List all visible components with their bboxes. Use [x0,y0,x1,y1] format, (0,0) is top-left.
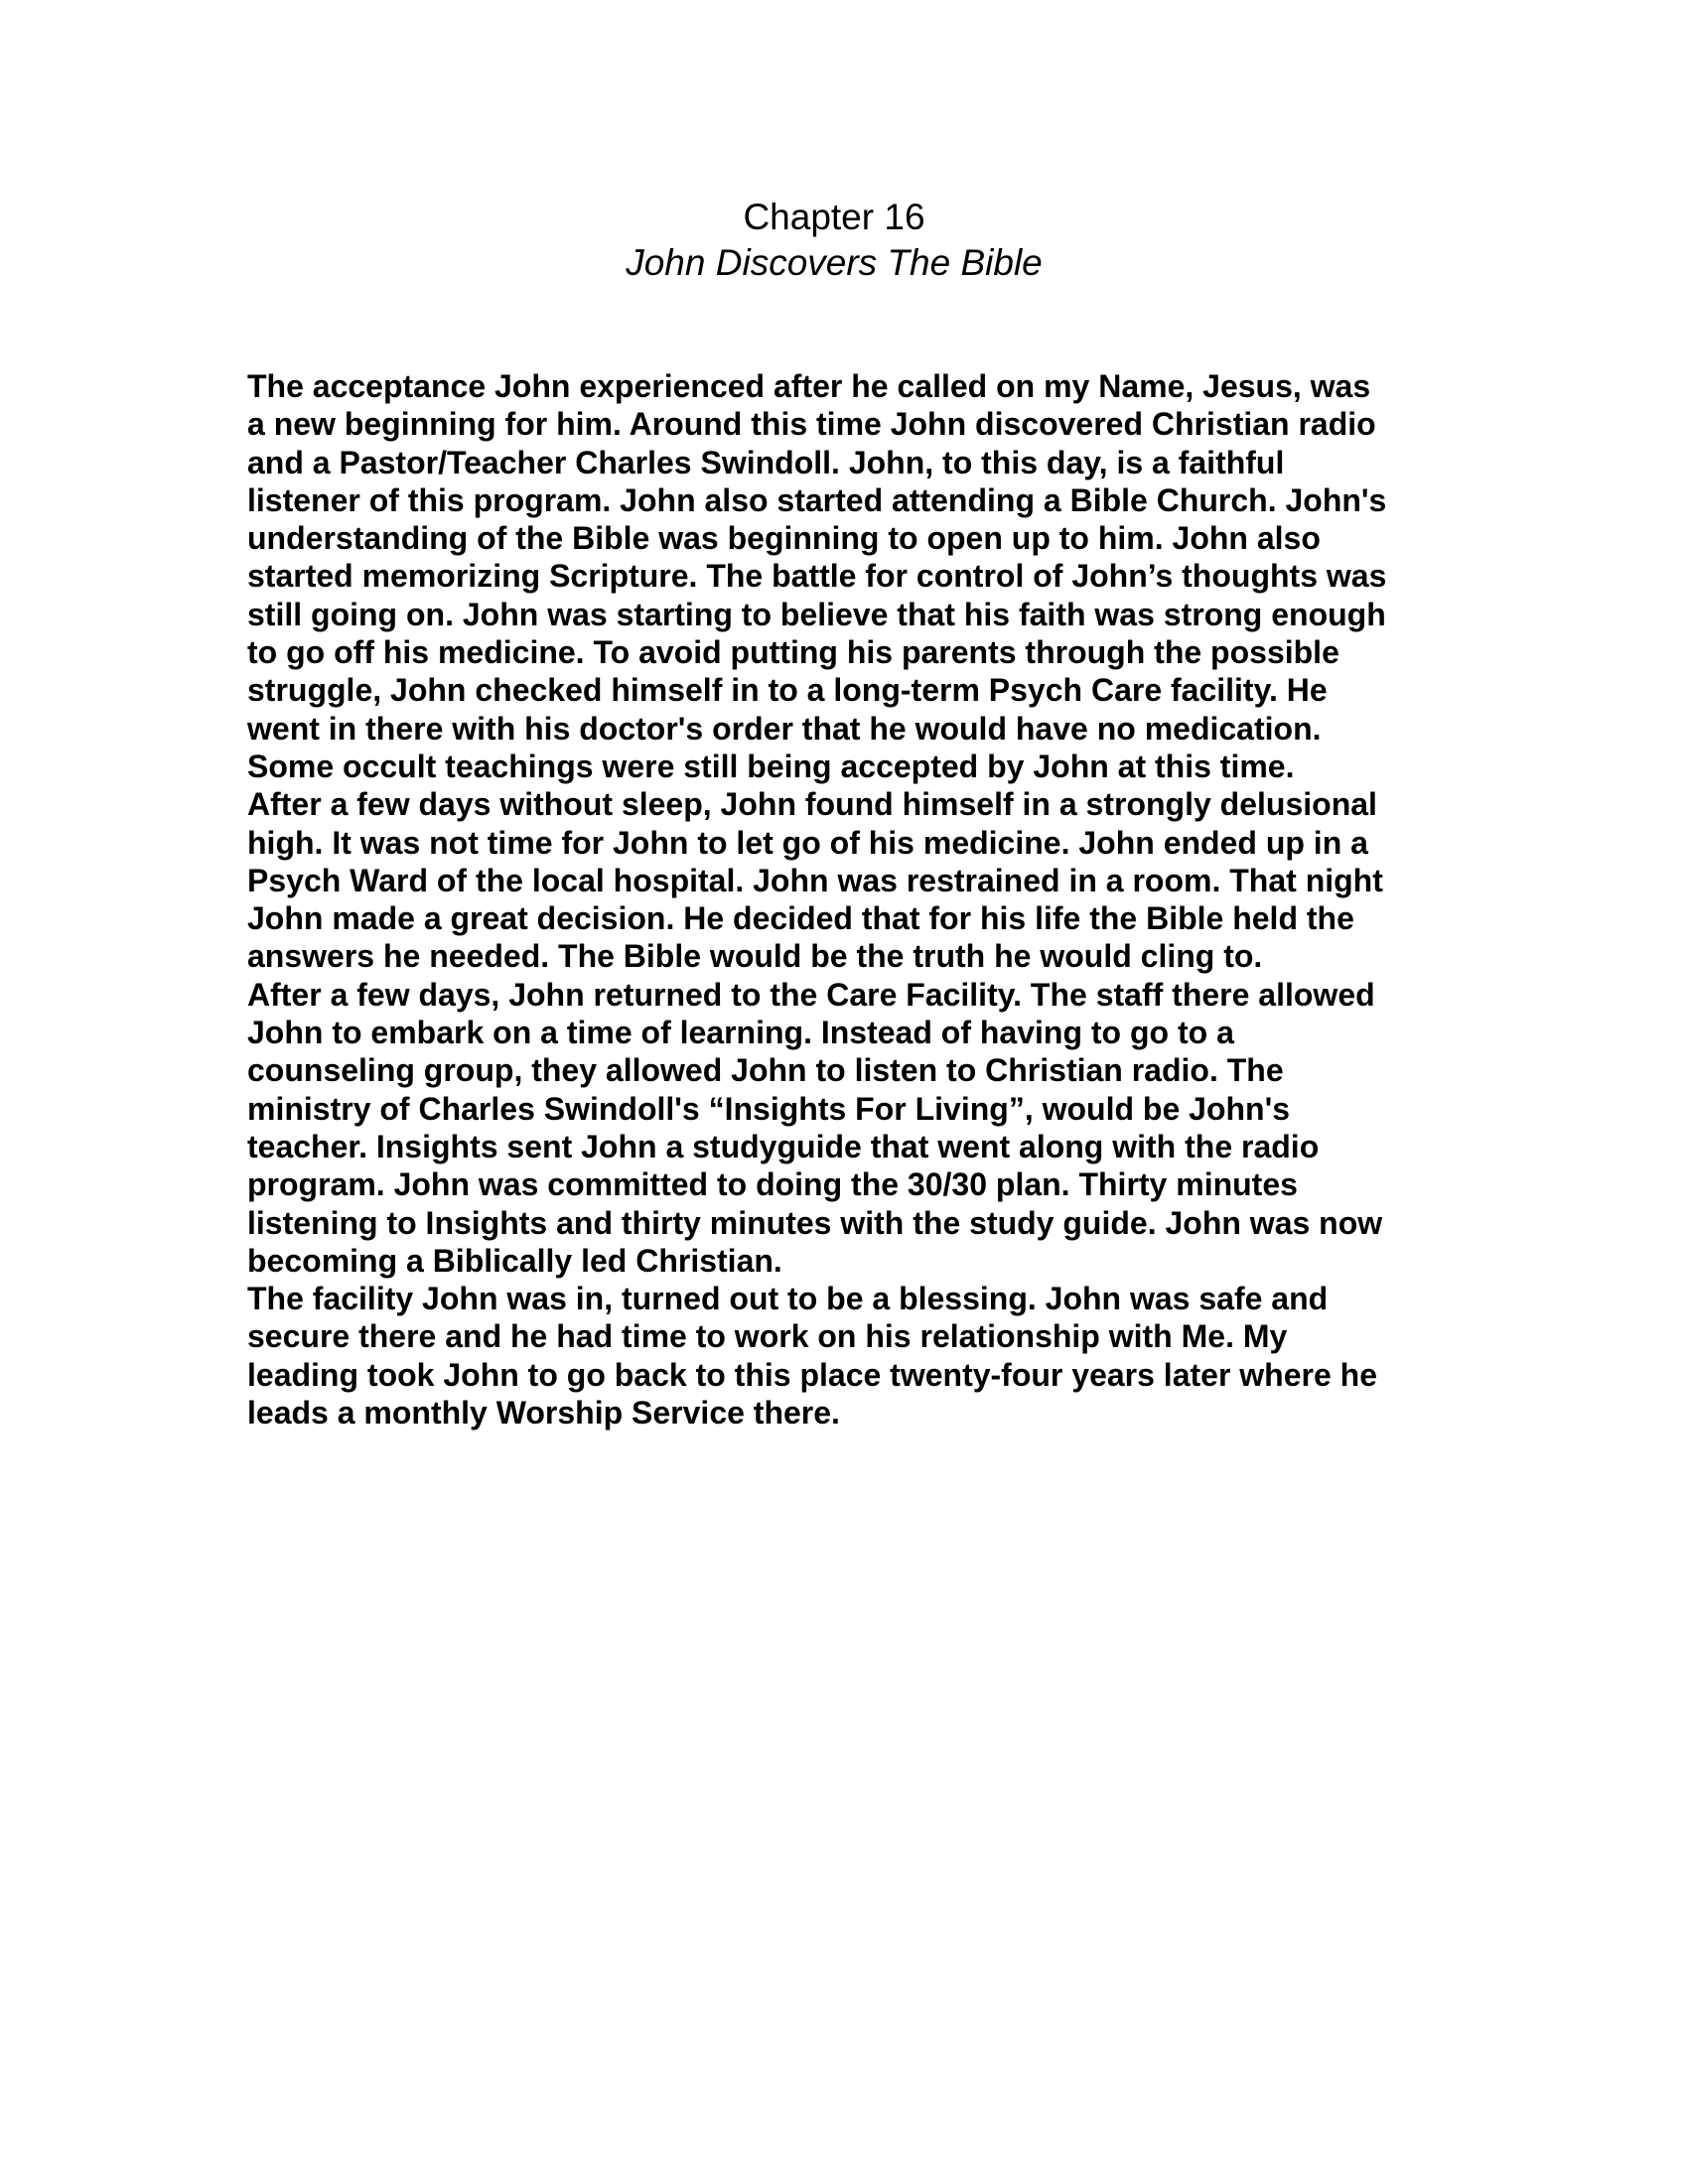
body-line: After a few days without sleep, John found himself in a strongly delusional [247,786,1377,823]
body-line: still going on. John was starting to believe that his faith was strong enough [247,596,1386,632]
body-line: started memorizing Scripture. The battle for control of John’s thoughts was [247,558,1387,595]
body-line: becoming a Biblically led Christian. [247,1242,782,1279]
body-line: high. It was not time for John to let go of his medicine. John ended up in a [247,824,1368,861]
body-line: The acceptance John experienced after he called on my Name, Jesus, was [247,368,1371,404]
body-line: secure there and he had time to work on his relationship with Me. My [247,1318,1288,1355]
body-line: teacher. Insights sent John a studyguide that went along with the radio [247,1128,1320,1164]
body-line: leads a monthly Worship Service there. [247,1395,840,1432]
body-line: After a few days, John returned to the Care Facility. The staff there allowed [247,976,1375,1013]
body-line: understanding of the Bible was beginning to open up to him. John also [247,520,1321,557]
chapter-heading [0,195,1668,286]
body-line: struggle, John checked himself in to a long-term Psych Care facility. He [247,672,1328,709]
chapter-title: John Discovers The Bible [626,242,1043,283]
body-line: listening to Insights and thirty minutes with the study guide. John was now [247,1204,1383,1241]
body-line: Some occult teachings were still being accepted by John at this time. [247,748,1295,784]
body-line: John made a great decision. He decided that for his life the Bible held the [247,900,1354,937]
chapter-number: Chapter 16 [743,197,925,237]
body-text [247,367,1478,1432]
body-line: and a Pastor/Teacher Charles Swindoll. John, to this day, is a faithful [247,444,1285,480]
body-line: listener of this program. John also started attending a Bible Church. John's [247,481,1387,518]
body-line: John to embark on a time of learning. Instead of having to go to a [247,1015,1234,1051]
body-line: leading took John to go back to this place twenty-four years later where he [247,1356,1377,1393]
body-line: a new beginning for him. Around this time John discovered Christian radio [247,406,1376,443]
body-line: The facility John was in, turned out to be a blessing. John was safe and [247,1281,1329,1317]
body-line: Psych Ward of the local hospital. John was restrained in a room. That night [247,862,1383,898]
body-line: counseling group, they allowed John to listen to Christian radio. The [247,1052,1284,1089]
body-line: ministry of Charles Swindoll's “Insights For Living”, would be John's [247,1090,1290,1127]
body-line: went in there with his doctor's order that he would have no medication. [247,710,1322,747]
body-line: program. John was committed to doing the 30/30 plan. Thirty minutes [247,1166,1298,1203]
body-line: answers he needed. The Bible would be the truth he would cling to. [247,938,1263,975]
body-line: to go off his medicine. To avoid putting his parents through the possible [247,634,1339,671]
